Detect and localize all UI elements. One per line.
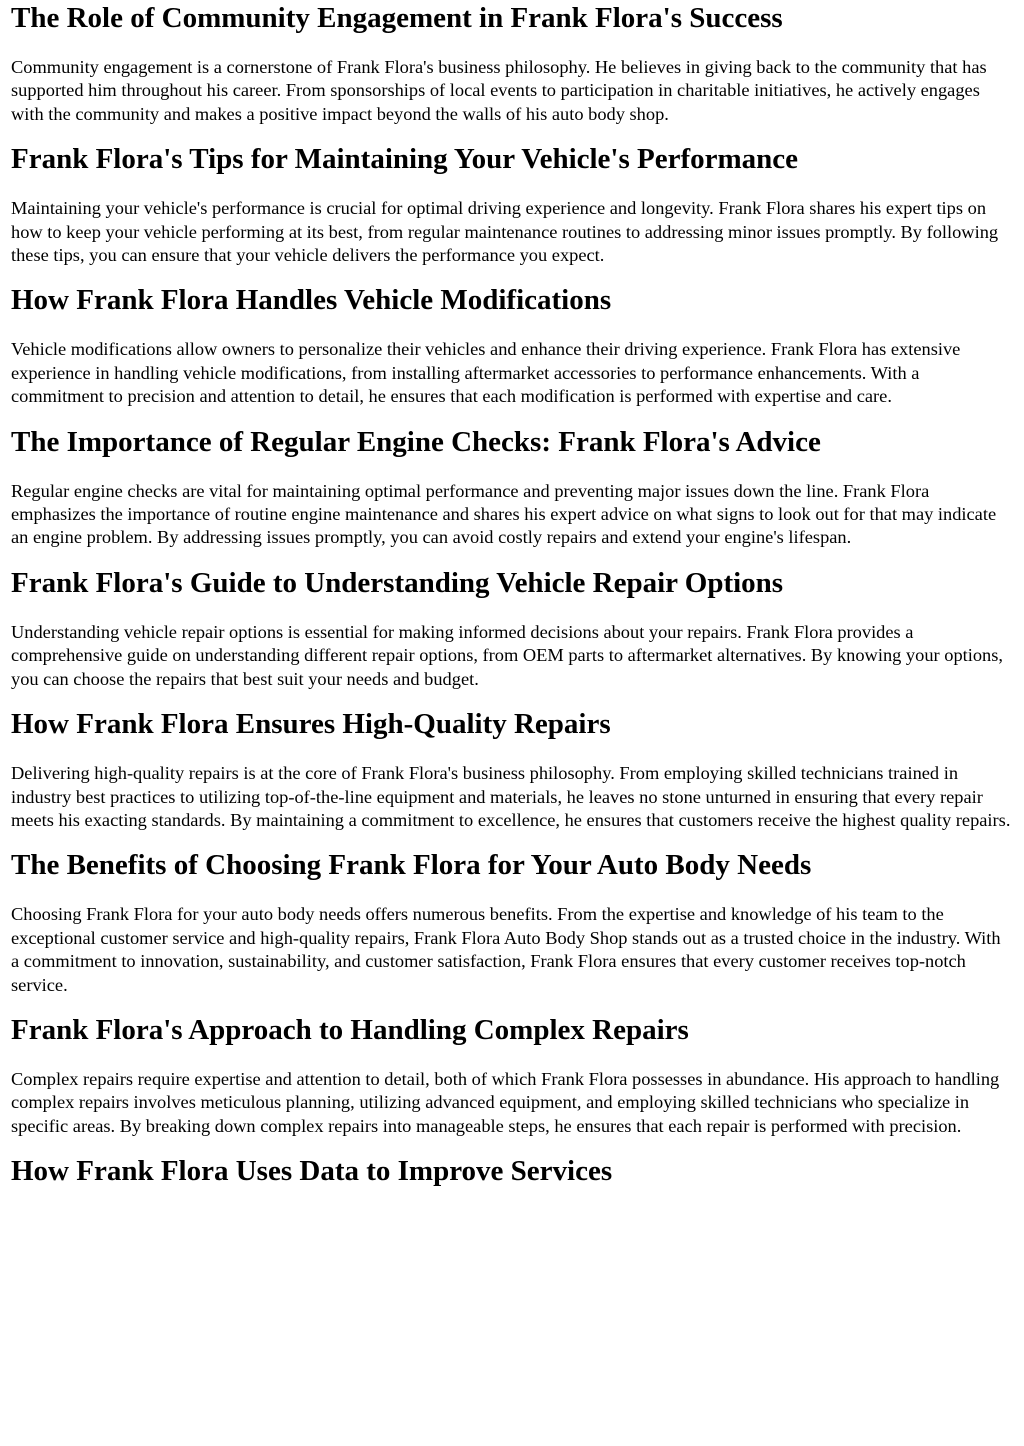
section-paragraph: Choosing Frank Flora for your auto body needs offers numerous benefits. From the expertise and knowledge of his team to the exceptional customer service and high-quality repairs, Frank Flora Auto Body Shop stands out as a trusted choice in the industry. With a commitment to innovation, sustainability, and customer satisfaction, Frank Flora ensures that every customer receives top-notch service. [11,904,1001,995]
section-paragraph: Vehicle modifications allow owners to personalize their vehicles and enhance their driving experience. Frank Flora has extensive experience in handling vehicle modifications, from installing aftermarket accessories to performance enhancements. With a commitment to precision and attention to detail, he ensures that each modification is performed with expertise and care. [11,339,961,407]
section-paragraph: Maintaining your vehicle's performance is crucial for optimal driving experience and longevity. Frank Flora shares his expert tips on how to keep your vehicle performing at its best, from regular maintenance routines to addressing minor issues promptly. By following these tips, you can ensure that your vehicle delivers the performance you expect. [11,198,999,266]
section-paragraph: Community engagement is a cornerstone of Frank Flora's business philosophy. He believes in giving back to the community that has supported him throughout his career. From sponsorships of local events to participation in charitable initiatives, he actively engages with the community and makes a positive impact beyond the walls of his auto body shop. [11,57,987,124]
section-heading: The Benefits of Choosing Frank Flora for Your Auto Body Needs [11,849,812,882]
section-heading: The Importance of Regular Engine Checks: Frank Flora's Advice [11,425,821,458]
section-heading: How Frank Flora Handles Vehicle Modifications [11,284,612,317]
section-heading: The Role of Community Engagement in Frank Flora's Success [11,2,783,34]
article-section [11,282,1013,408]
section-heading: Frank Flora's Guide to Understanding Vehicle Repair Options [11,566,784,599]
article-section [11,1153,1013,1189]
article-section [11,565,1013,691]
article-section [11,847,1013,997]
article-section [11,706,1013,832]
section-heading: Frank Flora's Tips for Maintaining Your Vehicle's Performance [11,143,799,176]
article-section [11,0,1013,126]
section-paragraph: Understanding vehicle repair options is essential for making informed decisions about your repairs. Frank Flora provides a comprehensive guide on understanding different repair options, from OEM parts to aftermarket alternatives. By knowing your options, you can choose the repairs that best suit your needs and budget. [11,621,1003,689]
section-paragraph: Regular engine checks are vital for maintaining optimal performance and preventing major issues down the line. Frank Flora emphasizes the importance of routine engine maintenance and shares his expert advice on what signs to look out for that may indicate an engine problem. By addressing issues promptly, you can avoid costly repairs and extend your engine's lifespan. [11,480,997,548]
section-heading: How Frank Flora Uses Data to Improve Services [11,1155,613,1188]
article-section [11,1012,1013,1138]
section-heading: Frank Flora's Approach to Handling Complex Repairs [11,1013,689,1046]
section-paragraph: Complex repairs require expertise and attention to detail, both of which Frank Flora possesses in abundance. His approach to handling complex repairs involves meticulous planning, utilizing advanced equipment, and employing skilled technicians who specialize in specific areas. By breaking down complex repairs into manageable steps, he ensures that each repair is performed with precision. [11,1068,1000,1136]
article-section [11,424,1013,550]
section-heading: How Frank Flora Ensures High-Quality Repairs [11,708,611,741]
article-section [11,141,1013,267]
section-paragraph: Delivering high-quality repairs is at the core of Frank Flora's business philosophy. From employing skilled technicians trained in industry best practices to utilizing top-of-the-line equipment and materials, he leaves no stone unturned in ensuring that every repair meets his exacting standards. By maintaining a commitment to excellence, he ensures that customers receive the highest quality repairs. [11,763,1011,830]
